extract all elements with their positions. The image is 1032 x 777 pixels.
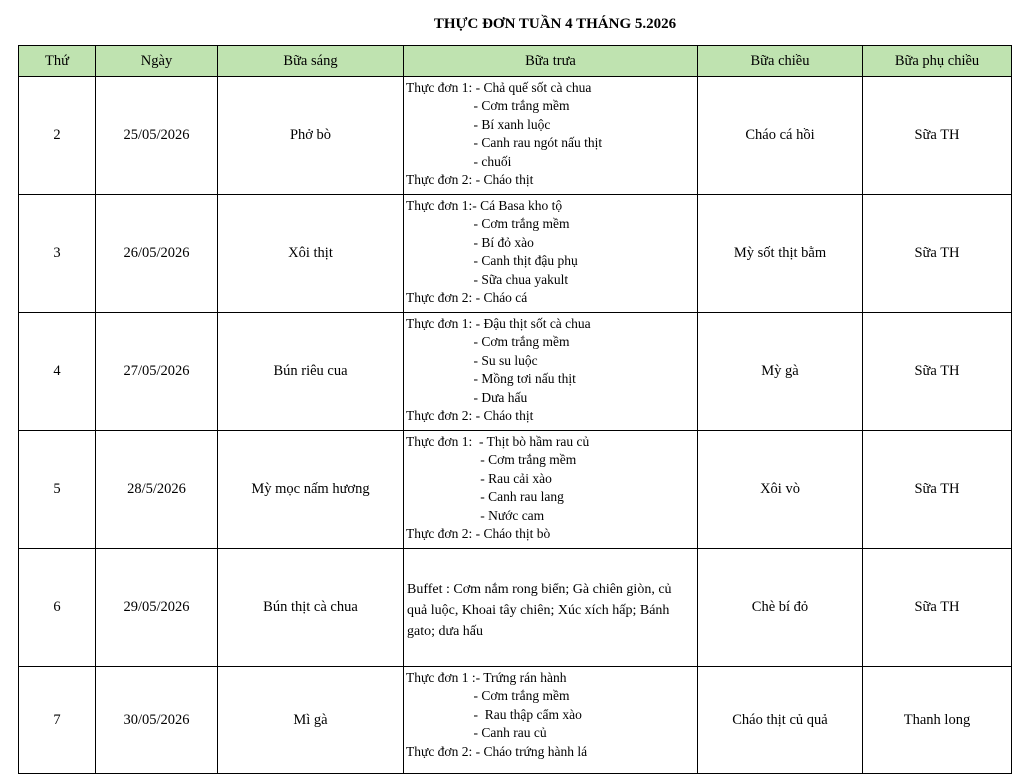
lunch-cell [404, 313, 698, 431]
afternoon-cell: Chè bí đỏ [698, 549, 863, 667]
lunch-line: Thực đơn 2: - Cháo thịt [406, 172, 534, 188]
lunch-line: Thực đơn 1: - Thịt bò hầm rau củ [406, 434, 590, 449]
lunch-line: - Dưa hấu [406, 389, 528, 405]
snack-cell: Sữa TH [863, 549, 1012, 667]
header-date: Ngày [96, 46, 218, 77]
lunch-line: Thực đơn 2: - Cháo cá [406, 290, 528, 306]
lunch-cell [404, 549, 698, 667]
table-row [19, 431, 1012, 549]
date-cell: 29/05/2026 [96, 549, 218, 667]
breakfast-cell: Xôi thịt [218, 195, 404, 313]
lunch-line: - Bí xanh luộc [406, 116, 551, 132]
snack-cell: Sữa TH [863, 77, 1012, 195]
lunch-line: Thực đơn 1: - Đậu thịt sốt cà chua [406, 316, 591, 331]
day-cell: 3 [19, 195, 96, 313]
lunch-line: - Canh rau ngót nấu thịt [406, 135, 603, 151]
lunch-line: Thực đơn 2: - Cháo thịt bò [406, 526, 551, 542]
lunch-line: - Cơm trắng mềm [406, 334, 570, 350]
lunch-line: - Canh thịt đậu phụ [406, 253, 578, 269]
afternoon-cell: Cháo thịt củ quả [698, 667, 863, 774]
lunch-line: - chuối [406, 153, 512, 169]
day-cell: 7 [19, 667, 96, 774]
lunch-line: - Cơm trắng mềm [406, 98, 570, 114]
snack-cell: Sữa TH [863, 431, 1012, 549]
lunch-line: Thực đơn 2: - Cháo trứng hành lá [406, 743, 588, 759]
day-cell: 6 [19, 549, 96, 667]
afternoon-cell: Xôi vò [698, 431, 863, 549]
afternoon-cell: Mỳ sốt thịt bằm [698, 195, 863, 313]
lunch-cell [404, 431, 698, 549]
breakfast-cell: Mì gà [218, 667, 404, 774]
table-row [19, 195, 1012, 313]
lunch-line: - Mồng tơi nấu thịt [406, 371, 576, 387]
lunch-line: - Cơm trắng mềm [406, 452, 577, 468]
afternoon-cell: Cháo cá hồi [698, 77, 863, 195]
day-cell: 5 [19, 431, 96, 549]
lunch-buffet-text: Buffet : Cơm nắm rong biển; Gà chiên giòn, củ quả luộc, Khoai tây chiên; Xúc xích hấp; Bánh gato; dưa hấu [407, 582, 672, 639]
lunch-cell [404, 667, 698, 774]
lunch-line: Thực đơn 1:- Cá Basa kho tộ [406, 198, 563, 213]
breakfast-cell: Bún thịt cà chua [218, 549, 404, 667]
snack-cell: Sữa TH [863, 313, 1012, 431]
table-row [19, 313, 1012, 431]
table-row [19, 667, 1012, 774]
date-cell: 25/05/2026 [96, 77, 218, 195]
menu-table [18, 45, 1012, 774]
lunch-line: - Bí đỏ xào [406, 234, 534, 250]
table-row [19, 77, 1012, 195]
lunch-line: - Nước cam [406, 507, 545, 523]
header-day: Thứ [19, 46, 96, 77]
lunch-line: - Cơm trắng mềm [406, 688, 570, 704]
header-snack: Bữa phụ chiều [863, 46, 1012, 77]
day-cell: 2 [19, 77, 96, 195]
page-title: THỰC ĐƠN TUẦN 4 THÁNG 5.2026 [433, 16, 677, 32]
lunch-line: - Rau thập cẩm xào [406, 706, 582, 722]
lunch-line: - Cơm trắng mềm [406, 216, 570, 232]
snack-cell: Sữa TH [863, 195, 1012, 313]
date-cell: 28/5/2026 [96, 431, 218, 549]
header-breakfast: Bữa sáng [218, 46, 404, 77]
lunch-line: - Su su luộc [406, 352, 538, 368]
lunch-line: - Rau cải xào [406, 470, 552, 486]
table-row [19, 549, 1012, 667]
snack-cell: Thanh long [863, 667, 1012, 774]
lunch-line: - Canh rau lang [406, 489, 564, 505]
day-cell: 4 [19, 313, 96, 431]
breakfast-cell: Bún riêu cua [218, 313, 404, 431]
lunch-cell [404, 195, 698, 313]
date-cell: 26/05/2026 [96, 195, 218, 313]
afternoon-cell: Mỳ gà [698, 313, 863, 431]
lunch-line: Thực đơn 1 :- Trứng rán hành [406, 670, 567, 685]
breakfast-cell: Phở bò [218, 77, 404, 195]
date-cell: 27/05/2026 [96, 313, 218, 431]
header-afternoon: Bữa chiều [698, 46, 863, 77]
header-row [19, 46, 1012, 77]
breakfast-cell: Mỳ mọc nấm hương [218, 431, 404, 549]
lunch-cell [404, 77, 698, 195]
lunch-line: Thực đơn 1: - Chả quế sốt cà chua [406, 80, 592, 95]
header-lunch: Bữa trưa [404, 46, 698, 77]
date-cell: 30/05/2026 [96, 667, 218, 774]
lunch-line: Thực đơn 2: - Cháo thịt [406, 408, 534, 424]
lunch-line: - Canh rau củ [406, 725, 547, 741]
lunch-line: - Sữa chua yakult [406, 271, 569, 287]
